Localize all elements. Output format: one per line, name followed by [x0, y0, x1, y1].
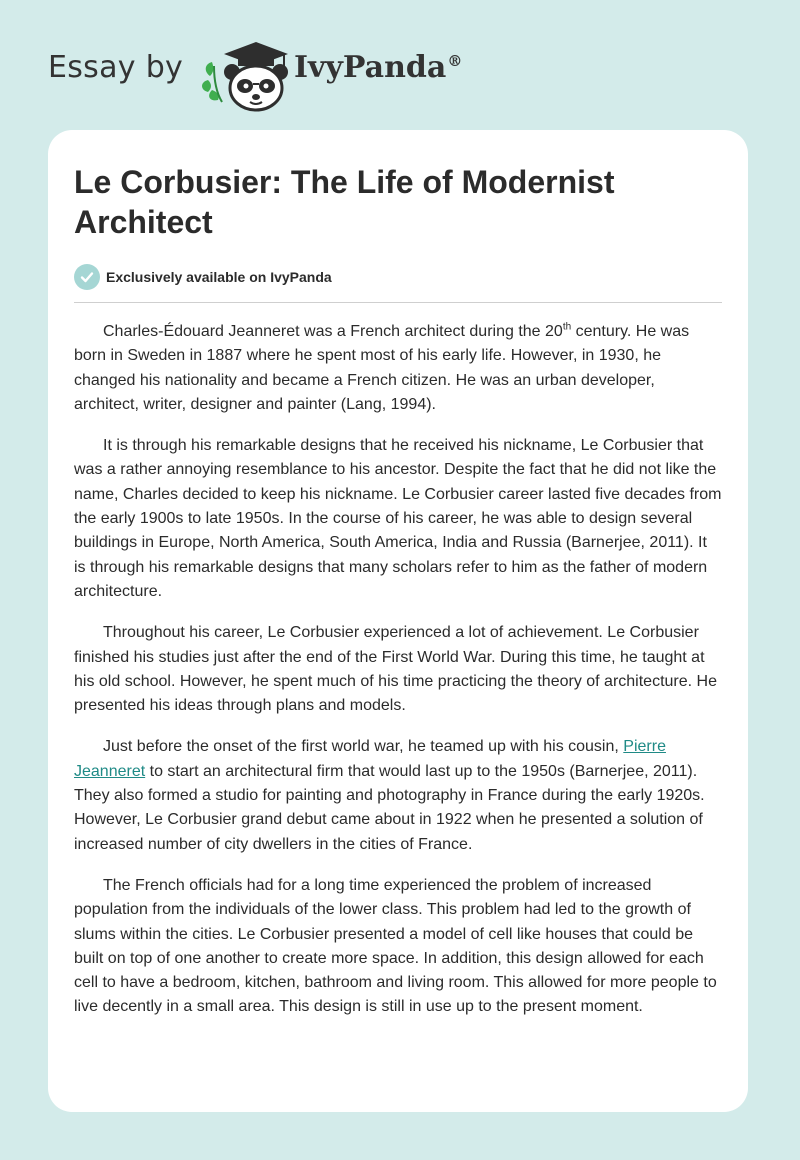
paragraph-4-text-cont: to start an architectural firm that would last up to the 1950s (Barnerjee, 2011). They also formed a studio for painting and photography in France during the early 1920s. However, Le Corbusier grand debut came about in 1922 when he presented a solution of increased number of city dwellers in the cities of France.	[74, 762, 705, 853]
exclusive-badge	[74, 263, 332, 291]
pierre-jeanneret-link[interactable]: Pierre Jeanneret	[74, 738, 666, 780]
essay-body	[74, 320, 722, 1037]
ivy-leaf-icon	[202, 62, 222, 102]
check-icon	[74, 264, 100, 290]
essay-card	[48, 130, 748, 1112]
paragraph-4	[74, 735, 722, 856]
paragraph-5: The French officials had for a long time experienced the problem of increased population from the individuals of the lower class. This problem had led to the growth of slums within the cities. Le Corbusier presented a model of cell like houses that could be built on top of one another to create more space. In addition, this design allowed for each cell to have a bedroom, kitchen, bathroom and living room. This allowed for more people to live decently in a small area. This design is still in use up to the present moment.	[74, 876, 717, 1016]
registered-mark: ®	[447, 52, 463, 70]
brand-name[interactable]	[294, 50, 462, 85]
essay-by-label: Essay by	[48, 50, 184, 85]
paragraph-4-text: Just before the onset of the first world war, he teamed up with his cousin,	[103, 738, 624, 756]
paragraph-3: Throughout his career, Le Corbusier experienced a lot of achievement. Le Corbusier finished his studies just after the end of the First World War. During this time, he taught at his old school. However, he spent much of his time practicing the theory of architecture. He presented his ideas through plans and models.	[74, 624, 717, 715]
ordinal-suffix: th	[562, 321, 572, 333]
site-header	[48, 30, 488, 110]
paragraph-1-text-cont: century. He was born in Sweden in 1887 where he spent most of his early life. However, in 1930, he changed his nationality and became a French citizen. He was an urban developer, architect, writer, designer and painter (Lang, 1994).	[74, 323, 690, 413]
brand-text: IvyPanda	[294, 50, 447, 85]
exclusive-label: Exclusively available on IvyPanda	[106, 269, 332, 285]
panda-graduate-logo[interactable]	[200, 36, 292, 117]
divider	[74, 302, 722, 303]
paragraph-1-text: Charles-Édouard Jeanneret was a French architect during the 20	[103, 323, 563, 340]
paragraph-1	[74, 320, 722, 417]
essay-title: Le Corbusier: The Life of Modernist Architect	[74, 164, 615, 240]
paragraph-2: It is through his remarkable designs that he received his nickname, Le Corbusier that was a rather annoying resemblance to his ancestor. Despite the fact that he did not like the name, Charles decided to keep his nickname. Le Corbusier career lasted five decades from the early 1900s to late 1950s. In the course of his career, he was able to design several buildings in Europe, North America, South America, India and Russia (Barnerjee, 2011). It is through his remarkable designs that many scholars refer to him as the father of modern architecture.	[74, 437, 722, 600]
